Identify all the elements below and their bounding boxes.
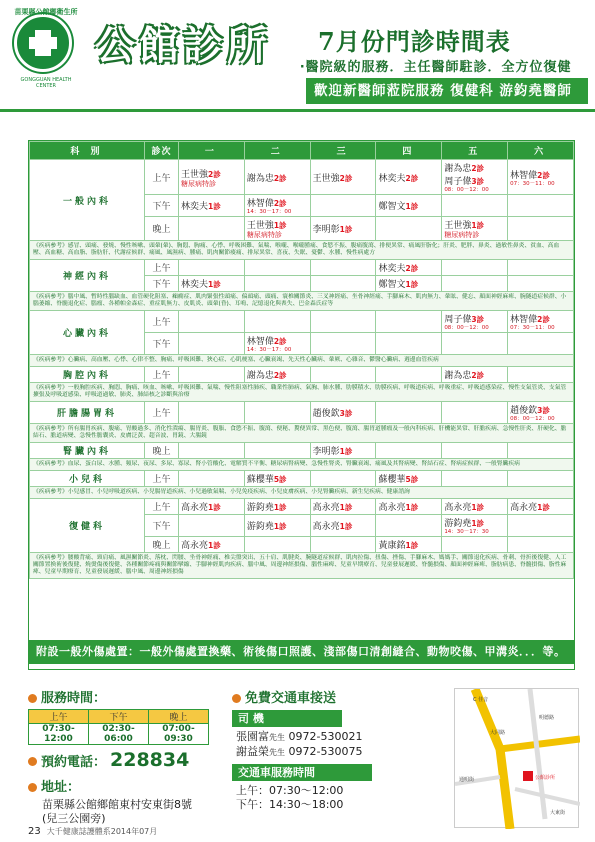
schedule-cell: [442, 471, 508, 487]
doctor-name: 林奕夫: [181, 202, 209, 212]
schedule-cell: [244, 515, 310, 537]
doctor-name: 黃康銘: [378, 541, 406, 551]
disease-reference: 《疾病參考》血尿、蛋白尿、水腫、頻尿、夜尿、多尿、寡尿、腎小管酸化、電解質不平衡、糖尿病腎病變、急慢性腎炎、腎臟衰竭、痛風及其腎病變、腎結石症、腎病症候群、一般腎臟疾病: [30, 459, 574, 471]
schedule-cell: [376, 276, 442, 292]
appointment-phone: [28, 749, 189, 771]
session-label: 上午: [145, 471, 179, 487]
schedule-cell: [310, 402, 376, 424]
header-sat: 六: [508, 142, 574, 160]
schedule-cell: [442, 537, 508, 553]
disease-reference-row: [30, 459, 574, 471]
hours-note: 08：00－12：00: [444, 325, 489, 331]
location-map: [454, 688, 579, 828]
clinic-room: 1診: [339, 447, 353, 456]
clinic-room: 2診: [339, 173, 353, 183]
driver-2: 謝益榮先生 0972-530075: [236, 745, 363, 758]
disease-reference-row: [30, 241, 574, 260]
schedule-row: [30, 471, 574, 487]
hours-label-night: 晚上: [149, 710, 209, 724]
clinic-room: 5診: [273, 475, 287, 484]
schedule-cell: [179, 499, 245, 515]
doctor-name: 趙俊欽: [312, 409, 340, 419]
schedule-cell: [376, 195, 442, 217]
doctor-name: 謝為忠: [246, 173, 274, 184]
doctor-name: 蘇櫻華: [378, 475, 406, 485]
hours-value-am: 07:30-12:00: [29, 724, 89, 745]
disease-reference: 《疾病參考》腰酸背痛、頸肩痛、風濕關節炎、落枕、閃腰、坐骨神經痛、椎尖盤突出、五十肩、肌腱炎、腕隧道症候群、肌肉拉傷、扭傷、挫傷、手腳麻木、媽媽手、關節退化疾病、骨刺、骨折後復健、人工關節置換術後復健、燒燙傷後復健、各種關節疼痛與關節攣縮、手腳神經肌肉疾病、腦中風、周邊神經損傷、腦性麻痺、兒童早期療育、兒童發展遲緩、脊髓損傷、顏面神經麻痺、脂肪病患、脊髓損傷、脂性麻痺、兒童早期療育、兒童發展遲緩、腦中風、周邊神經損傷: [30, 553, 574, 579]
doctor-name: 蘇櫻華: [246, 475, 274, 485]
schedule-cell: [508, 515, 574, 537]
schedule-cell: [244, 333, 310, 355]
session-label: 下午: [145, 333, 179, 355]
schedule-cell: [244, 402, 310, 424]
schedule-cell: [508, 160, 574, 195]
header-session: 診次: [145, 142, 179, 160]
schedule-cell: [179, 195, 245, 217]
disease-reference-row: [30, 355, 574, 367]
clinic-room: 1診: [405, 280, 419, 289]
shuttle-pm-time: 下午：14:30～18:00: [236, 798, 344, 811]
schedule-row: [30, 160, 574, 195]
doctor-name: 王世強: [246, 221, 274, 231]
schedule-cell: [442, 402, 508, 424]
address-line2: (兒三公園旁): [42, 812, 106, 825]
schedule-cell: [376, 333, 442, 355]
schedule-cell: [310, 260, 376, 276]
clinic-room: 1診: [471, 519, 485, 528]
session-label: 上午: [145, 402, 179, 424]
disease-reference: 《疾病參考》心臟病、高血壓、心悸、心律不整、胸痛、呼吸困難、狹心症、心肌梗塞、心臟衰竭、先天性心臟病、暈厥、心雜音、鬱醫心臟病、週邊血管疾病: [30, 355, 574, 367]
schedule-cell: [376, 160, 442, 195]
schedule-row: [30, 443, 574, 459]
doctor-name: 李明彰: [312, 447, 340, 457]
schedule-cell: [376, 537, 442, 553]
schedule-cell: [310, 471, 376, 487]
clinic-room: 5診: [405, 475, 419, 484]
dept-name: 肝膽腸胃科: [30, 402, 145, 424]
clinic-marker-icon: [523, 771, 533, 781]
shuttle-time-label: 交通車服務時間: [232, 764, 372, 781]
schedule-cell: [310, 499, 376, 515]
schedule-cell: [310, 160, 376, 195]
disease-reference-row: [30, 424, 574, 443]
phone-number[interactable]: 228834: [110, 749, 190, 771]
clinic-room: 1診: [471, 221, 485, 230]
schedule-cell: [244, 276, 310, 292]
slogan: ‧醫院級的服務．主任醫師駐診．全方位復健: [300, 60, 572, 75]
hours-note: 14：30－17：30: [444, 529, 489, 535]
clinic-room: 3診: [471, 177, 485, 186]
map-label-datong: 大同路: [490, 730, 506, 736]
clinic-room: 1診: [208, 503, 221, 512]
schedule-cell: [244, 217, 310, 241]
schedule-cell: [244, 311, 310, 333]
schedule-cell: [244, 160, 310, 195]
clinic-room: 3診: [537, 406, 550, 415]
schedule-cell: [442, 367, 508, 383]
address-block: [28, 776, 192, 826]
schedule-row: [30, 311, 574, 333]
doctor-name: 鄭智文: [378, 280, 406, 290]
schedule-cell: [244, 260, 310, 276]
clinic-room: 2診: [471, 164, 485, 173]
schedule-cell: [179, 367, 245, 383]
disease-reference-row: [30, 487, 574, 499]
doctor-name: 高永亮: [181, 503, 209, 513]
service-hours-table: [28, 709, 209, 745]
doctor-name: 周子偉: [444, 315, 472, 325]
disease-reference: 《疾病參考》一般胸腔疾病、胸悶、胸痛、咳血、咳嗽、呼吸困難、氣喘、慢性阻塞性肺疾、職業性肺病、氣胸、肺水腫、肋膜積水、肋膜疾病、呼吸道疾病、呼吸重症、呼吸道感染症、慢性支氣管炎、支氣管擴張及呼吸道感染、呼吸道過敏、肺炎、肺結核之診斷與治療: [30, 383, 574, 402]
doctor-name: 李明彰: [312, 225, 340, 235]
clinic-room: 1診: [273, 503, 287, 512]
schedule-cell: [376, 443, 442, 459]
session-label: 下午: [145, 195, 179, 217]
hours-value-night: 07:00-09:30: [149, 724, 209, 745]
doctor-name: 高永亮: [181, 541, 209, 551]
schedule-cell: [508, 471, 574, 487]
doctor-name: 林智偉: [246, 337, 274, 347]
clinic-room: 1診: [537, 503, 550, 512]
header-tue: 二: [244, 142, 310, 160]
clinic-room: 1診: [273, 522, 287, 531]
hours-label-pm: 下午: [89, 710, 149, 724]
schedule-cell: [376, 260, 442, 276]
schedule-cell: [179, 217, 245, 241]
schedule-cell: [508, 402, 574, 424]
dept-name: 復健科: [30, 499, 145, 553]
schedule-cell: [376, 367, 442, 383]
session-label: 下午: [145, 276, 179, 292]
schedule-cell: [310, 515, 376, 537]
doctor-name: 高永亮: [510, 503, 538, 513]
header-fri: 五: [442, 142, 508, 160]
page-footer-text: 大千健康誌護體系2014年07月: [46, 827, 158, 836]
doctor-name: 王世強: [312, 173, 340, 184]
clinic-room: 2診: [537, 315, 550, 324]
bullet-icon: [28, 783, 37, 792]
welcome-banner: 歡迎新醫師蒞院服務 復健科 游鈞堯醫師: [306, 78, 588, 104]
schedule-header-row: [30, 142, 574, 160]
schedule-cell: [376, 471, 442, 487]
header-wed: 三: [310, 142, 376, 160]
clinic-room: 1診: [471, 503, 485, 512]
clinic-room: 3診: [339, 409, 353, 418]
page-footer: [28, 826, 157, 837]
schedule-cell: [310, 443, 376, 459]
clinic-room: 2診: [208, 169, 221, 179]
schedule-cell: [179, 333, 245, 355]
schedule-cell: [508, 260, 574, 276]
doctor-name: 林奕夫: [378, 173, 406, 184]
service-hours: [28, 687, 228, 745]
special-note: 糖尿病特診: [181, 179, 216, 188]
address-label: 地址：: [41, 780, 81, 795]
schedule-cell: [442, 160, 508, 195]
clinic-room: 1診: [208, 202, 221, 211]
schedule-cell: [244, 471, 310, 487]
schedule-table: [29, 141, 574, 579]
schedule-cell: [310, 195, 376, 217]
hours-note: 08：00－12：00: [444, 187, 489, 193]
schedule-cell: [442, 195, 508, 217]
schedule-cell: [179, 515, 245, 537]
schedule-cell: [442, 499, 508, 515]
doctor-name: 林奕夫: [181, 280, 209, 290]
session-label: 晚上: [145, 217, 179, 241]
dept-name: 腎臟內科: [30, 443, 145, 459]
shuttle-title: 免費交通車接送: [245, 691, 337, 706]
schedule-cell: [244, 195, 310, 217]
session-label: 上午: [145, 160, 179, 195]
session-label: 晚上: [145, 443, 179, 459]
schedule-cell: [179, 402, 245, 424]
doctor-name: 高永亮: [312, 522, 340, 532]
session-label: 上午: [145, 367, 179, 383]
schedule-cell: [310, 537, 376, 553]
hours-note: 14：30－17：00: [246, 347, 292, 353]
doctor-name: 游鈞堯: [246, 522, 274, 532]
schedule-row: [30, 367, 574, 383]
session-label: 上午: [145, 499, 179, 515]
doctor-name: 林智偉: [510, 170, 538, 181]
disease-reference-row: [30, 292, 574, 311]
schedule-cell: [179, 160, 245, 195]
doctor-name: 謝為忠: [246, 371, 274, 381]
clinic-room: 1診: [208, 541, 221, 550]
clinic-room: 1診: [405, 541, 419, 550]
bullet-icon: [28, 694, 37, 703]
address-line1: 苗栗縣公館鄉館東村安東街8號: [42, 798, 192, 811]
hours-label-am: 上午: [29, 710, 89, 724]
clinic-room: 2診: [405, 264, 419, 273]
page-title: 公館診所: [95, 22, 271, 69]
schedule-cell: [508, 195, 574, 217]
health-center-logo: [14, 8, 78, 89]
disease-reference: 《疾病參考》感冒、頭痛、發燒、慢性咳嗽、頭暈(暈)、胸悶、胸痛、心悸、呼吸困難、氣喘、喉嚨、喉嚨腫痛、食慾不振、腹痛腹瀉、排便異常、痛風肝脂化；肝炎、肥胖、鼻炎、過敏性鼻炎、貧血、高血壓、高血糖、高血脂、脂肪肝、代謝症候群、痛風、風濕病、腫痛、肌肉關節痠痛、排尿異常、喜夜、失眠、憂鬱、水腫、慢性病處方: [30, 241, 574, 260]
schedule-cell: [442, 333, 508, 355]
driver-1: 張園富先生 0972-530021: [236, 730, 363, 743]
dept-name: 一般內科: [30, 160, 145, 241]
hours-note: 07：30－11：00: [510, 180, 555, 187]
schedule-cell: [376, 499, 442, 515]
clinic-room: 2診: [405, 173, 419, 183]
dept-name: 神經內科: [30, 260, 145, 292]
schedule-cell: [179, 537, 245, 553]
logo-top-text: 苗栗縣公館鄉衛生所: [14, 8, 78, 16]
dept-name: 心臟內科: [30, 311, 145, 355]
schedule-cell: [442, 217, 508, 241]
session-label: 上午: [145, 260, 179, 276]
clinic-room: 1診: [339, 503, 353, 512]
schedule-cell: [179, 260, 245, 276]
doctor-name: 高永亮: [378, 503, 406, 513]
service-hours-title: 服務時間：: [41, 691, 107, 706]
shuttle-block: [232, 687, 452, 812]
shuttle-am-time: 上午：07:30～12:00: [236, 784, 344, 797]
disease-reference-row: [30, 553, 574, 579]
map-label-mingde: 明德路: [539, 715, 555, 721]
disease-reference: 《疾病參考》所有腸胃疾病、腹痛、胃酸過多、消化性潰瘍、腸胃炎、腹脹、食慾不振、腹瀉、便秘、糞便異常、黑色便、腹瀉、腸胃道腫瘤及一般內科疾病、肝機能異常、肝膽疾病、急慢性肝炎、肝硬化、膽結石、膽道病變、急慢性膽囊炎、皮膚泛黃、超音波、胃鏡、大腸鏡: [30, 424, 574, 443]
map-label-jiayin: C 佳音: [473, 697, 489, 703]
schedule-cell: [179, 311, 245, 333]
driver-1-phone[interactable]: 0972-530021: [288, 730, 363, 743]
schedule-cell: [310, 217, 376, 241]
doctor-name: 謝為忠: [444, 371, 472, 381]
schedule-cell: [179, 443, 245, 459]
session-label: 晚上: [145, 537, 179, 553]
schedule-row: [30, 402, 574, 424]
phone-label: 預約電話：: [41, 755, 107, 770]
clinic-room: 3診: [471, 315, 485, 324]
page-subtitle: 7月份門診時間表: [318, 27, 511, 56]
clinic-room: 1診: [405, 503, 419, 512]
special-note: 糖尿病特診: [246, 231, 282, 239]
doctor-name: 游鈞堯: [444, 519, 472, 529]
schedule-cell: [508, 367, 574, 383]
bullet-icon: [232, 694, 241, 703]
schedule-cell: [244, 367, 310, 383]
schedule-row: [30, 499, 574, 515]
schedule-cell: [508, 276, 574, 292]
page-number: 23: [28, 826, 41, 837]
header-thu: 四: [376, 142, 442, 160]
schedule-cell: [376, 402, 442, 424]
schedule-cell: [310, 311, 376, 333]
clinic-room: 2診: [273, 199, 287, 208]
schedule-cell: [179, 276, 245, 292]
map-label-dadong: 大東街: [550, 810, 566, 816]
map-graphic: [455, 689, 580, 829]
clinic-room: 2診: [273, 371, 287, 380]
hours-note: 14：30－17：00: [246, 209, 292, 215]
doctor-name: 周子偉: [444, 177, 472, 187]
clinic-room: 2診: [471, 371, 485, 380]
doctor-name: 鄭智文: [378, 202, 406, 212]
surgery-services-banner: 附設一般外傷處置：一般外傷處置換藥、術後傷口照護、淺部傷口清創縫合、動物咬傷、甲溝炎．．．等。: [28, 640, 575, 664]
clinic-room: 1診: [273, 221, 287, 230]
doctor-name: 高永亮: [312, 503, 340, 513]
schedule-cell: [442, 443, 508, 459]
header-mon: 一: [179, 142, 245, 160]
driver-2-phone[interactable]: 0972-530075: [288, 745, 363, 758]
map-label-tongming: 通明街: [459, 777, 475, 783]
doctor-name: 林奕夫: [378, 264, 406, 274]
doctor-name: 王世強: [444, 221, 472, 231]
dept-name: 小兒科: [30, 471, 145, 487]
doctor-name: 游鈞堯: [246, 503, 274, 513]
session-label: 下午: [145, 515, 179, 537]
schedule-cell: [376, 217, 442, 241]
bullet-icon: [28, 757, 37, 766]
driver-label: 司 機: [232, 710, 342, 727]
header: [0, 0, 595, 112]
schedule-cell: [508, 443, 574, 459]
schedule-cell: [508, 311, 574, 333]
dept-name: 胸腔內科: [30, 367, 145, 383]
schedule-row: [30, 260, 574, 276]
schedule-cell: [508, 333, 574, 355]
schedule-cell: [442, 311, 508, 333]
doctor-name: 謝為忠: [444, 164, 472, 174]
clinic-room: 2診: [273, 173, 287, 183]
header-dept: 科 別: [30, 142, 145, 160]
doctor-name: 趙俊欽: [510, 406, 538, 416]
schedule-cell: [508, 537, 574, 553]
schedule-cell: [244, 443, 310, 459]
map-label-clinic: 公館診所: [535, 775, 556, 781]
schedule-cell: [376, 311, 442, 333]
hours-note: 08：00－12：00: [510, 416, 555, 422]
schedule-cell: [442, 260, 508, 276]
session-label: 上午: [145, 311, 179, 333]
disease-reference: 《疾病參考》腦中風、暫時性腦缺血、血管硬化阻塞、癲癇症、肌肉緊張性頭痛、偏頭痛、頭痛、寰椎關節炎、三叉神經痛、坐骨神經痛、手腳麻木、肌肉無力、暈眩、健忘、顏面神經麻痺、腕隧道症候群、小腦萎縮、脊髓退化症、腦瘤、各種帕金森症、重症肌無力、皮肌炎、頭暈(昏)、耳鳴、記憶退化與喪失、巴金森氏症等: [30, 292, 574, 311]
schedule-table-container: [28, 140, 575, 670]
schedule-cell: [244, 537, 310, 553]
hours-note: 07：30－11：00: [510, 325, 555, 331]
doctor-name: 王世強: [181, 169, 209, 180]
schedule-cell: [376, 515, 442, 537]
clinic-room: 1診: [208, 280, 221, 289]
doctor-name: 高永亮: [444, 503, 472, 513]
schedule-cell: [310, 333, 376, 355]
schedule-cell: [310, 276, 376, 292]
doctor-name: 林智偉: [246, 199, 274, 209]
schedule-cell: [508, 499, 574, 515]
schedule-cell: [244, 499, 310, 515]
schedule-cell: [310, 367, 376, 383]
clinic-room: 1診: [405, 202, 419, 211]
schedule-cell: [179, 471, 245, 487]
disease-reference: 《疾病參考》小兒感冒、小兒呼吸道疾病、小兒腸胃道疾病、小兒過敏氣喘、小兒免疫疾病、小兒皮膚疾病、小兒腎臟疾病、新生兒疾病、健康諮詢: [30, 487, 574, 499]
logo-bottom-text: GONGGUAN HEALTH CENTER: [20, 77, 72, 89]
clinic-room: 1診: [339, 522, 353, 531]
disease-reference-row: [30, 383, 574, 402]
schedule-cell: [508, 217, 574, 241]
schedule-cell: [442, 515, 508, 537]
clinic-room: 2診: [537, 170, 550, 180]
special-note: 糖尿病特診: [444, 231, 480, 239]
doctor-name: 林智偉: [510, 315, 538, 325]
clinic-room: 2診: [273, 337, 287, 346]
schedule-cell: [442, 276, 508, 292]
clinic-room: 1診: [339, 225, 353, 234]
hours-value-pm: 02:30-06:00: [89, 724, 149, 745]
